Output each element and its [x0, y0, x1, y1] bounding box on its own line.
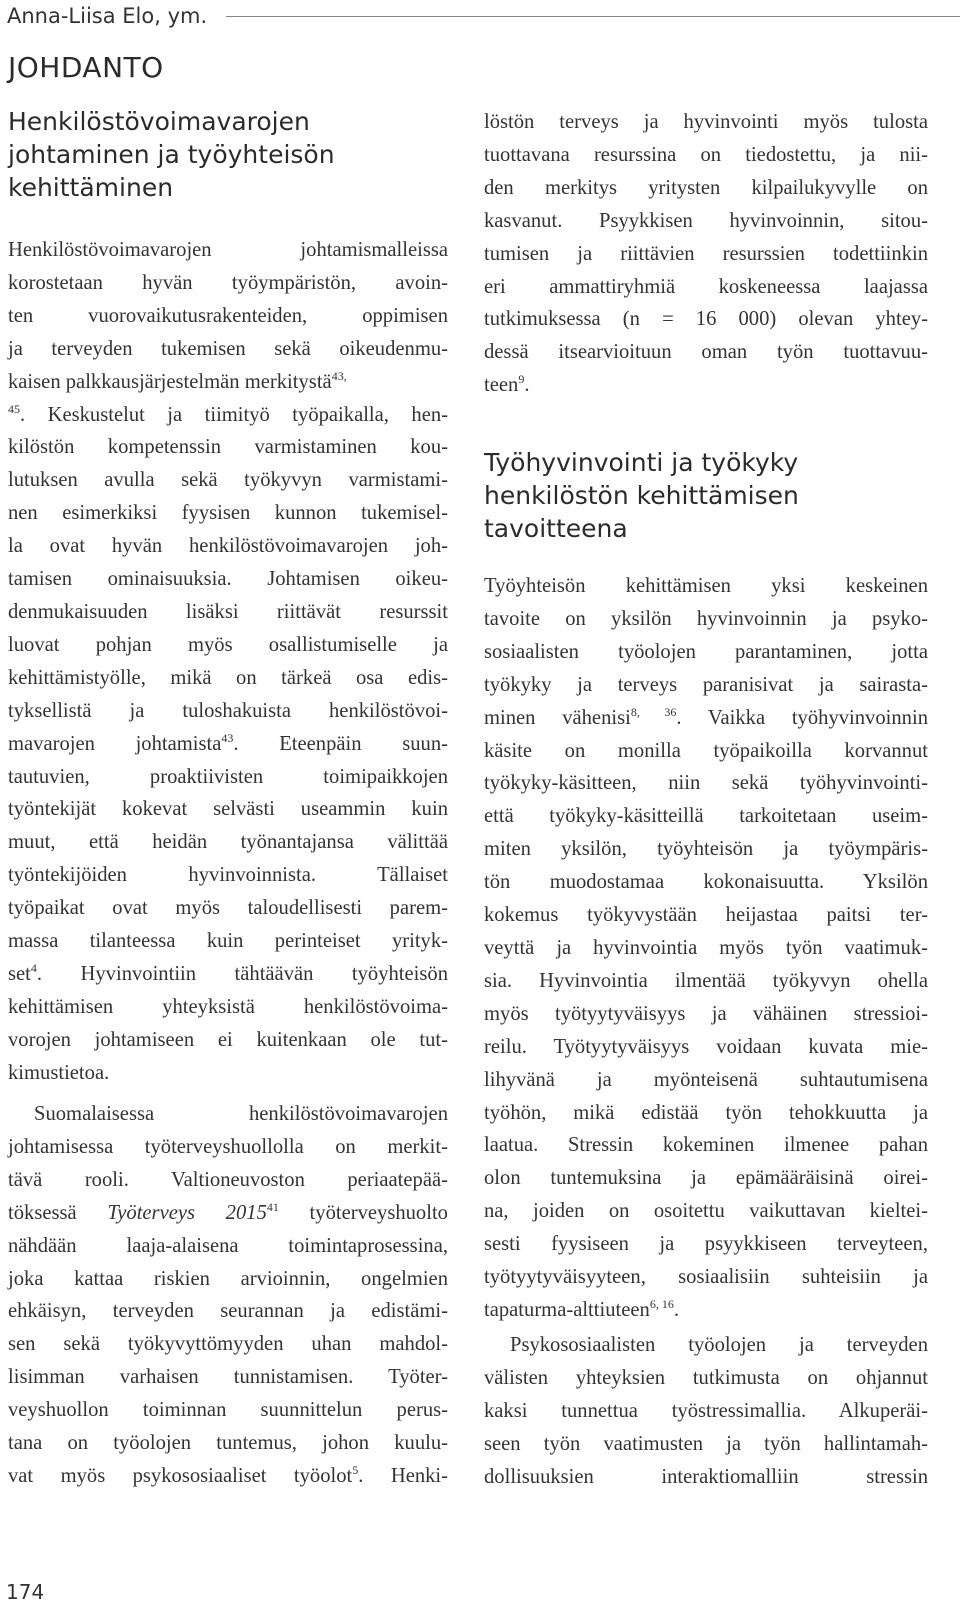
text-line: työkyky ja terveys paranisivat ja sairasta-: [484, 673, 928, 696]
citation-ref: 43: [221, 730, 234, 745]
text-line: että työkyky-käsitteillä tarkoitetaan useim-: [484, 805, 928, 828]
text-line: tana on työolojen tuntemus, johon kuulu-: [8, 1432, 448, 1455]
text-line: tön muodostamaa kokonaisuutta. Yksilön: [484, 871, 928, 894]
text-line: käsite on monilla työpaikoilla korvannut: [484, 739, 928, 762]
text-line: miten yksilön, työyhteisön ja työympäris-: [484, 838, 928, 861]
text-line: tavoite on yksilön hyvinvoinnin ja psyko-: [484, 607, 928, 630]
citation-ref: 43,: [331, 368, 347, 383]
text-line: ehkäisyn, terveyden seurannan ja edistämi-: [8, 1300, 448, 1323]
text-line: työtyytyväisyyteen, sosiaalisiin suhteisiin ja: [484, 1266, 928, 1289]
text-line: denmukaisuuden lisäksi riittävät resurssit: [8, 600, 448, 623]
text-line: sosiaalisten työolojen parantaminen, jotta: [484, 640, 928, 663]
text-line: välisten yhteyksien tutkimusta on ohjannut: [484, 1366, 928, 1389]
citation-ref: 5: [352, 1462, 359, 1477]
section-title: JOHDANTO: [8, 51, 164, 84]
citation-ref: 41: [266, 1199, 279, 1214]
text-line: mavarojen johtamista$^{43}$. Eteenpäin suun-: [8, 730, 448, 755]
citation-ref: 4: [30, 960, 37, 975]
text-line: kehittämistyölle, mikä on tärkeä osa edis-: [8, 666, 448, 689]
left-paragraph-1: [8, 234, 448, 1090]
text-line: la ovat hyvän henkilöstövoimavarojen joh-: [8, 535, 448, 558]
text-line: lihyvänä ja myönteisenä suhtautumisena: [484, 1068, 928, 1091]
text-line: nähdään laaja-alaisena toimintaprosessina,: [8, 1234, 448, 1257]
document-title-italic: Työterveys 2015: [107, 1201, 267, 1224]
text-line: korostetaan hyvän työympäristön, avoin-: [8, 271, 448, 294]
text-line: työntekijät kokevat selvästi useammin kuin: [8, 798, 448, 821]
heading-line: kehittäminen: [8, 173, 174, 202]
text-line: lisimman varhaisen tunnistamisen. Työter-: [8, 1366, 448, 1389]
text-line: reilu. Työtyytyväisyys voidaan kuvata mie-: [484, 1035, 928, 1058]
text-line: tävä rooli. Valtioneuvoston periaatepää-: [8, 1168, 448, 1191]
left-paragraph-2: [8, 1098, 448, 1493]
text-line: löstön terveys ja hyvinvointi myös tulosta: [484, 111, 928, 133]
text-line: kimustietoa.: [8, 1061, 110, 1084]
text-line: sen sekä työkyvyttömyyden uhan mahdol-: [8, 1333, 448, 1356]
text-line: massa tilanteessa kuin perinteiset yrityk-: [8, 930, 448, 953]
text-line: vorojen johtamiseen ei kuitenkaan ole tut-: [8, 1028, 448, 1051]
text-line: muut, että heidän työnantajansa välittää: [8, 831, 448, 854]
heading-line: henkilöstön kehittämisen: [484, 481, 799, 510]
text-line: tapaturma-alttiuteen$^{6, 16}$.: [484, 1296, 679, 1321]
text-line: nen esimerkiksi fyysisen kunnon tukemisel-: [8, 502, 448, 525]
text-line: sesti fyysiseen ja psyykkiseen terveyteen,: [484, 1233, 928, 1256]
text-line: veyttä ja hyvinvointia myös työn vaatimuk-: [484, 936, 928, 959]
text-line: kehittämisen yhteyksistä henkilöstövoima-: [8, 995, 448, 1018]
text-line: dollisuuksien interaktiomalliin stressin: [484, 1465, 928, 1488]
text-line: set$^4$. Hyvinvointiin tähtäävän työyhteisön: [8, 960, 448, 985]
text-line: työntekijöiden hyvinvoinnista. Tällaiset: [8, 864, 448, 887]
header-rule: [226, 16, 960, 17]
right-paragraph-2: [484, 1329, 928, 1494]
heading-line: Henkilöstövoimavarojen: [8, 107, 310, 136]
heading-line: tavoitteena: [484, 514, 628, 543]
text-line: tuottavana resurssina on tiedostettu, ja nii-: [484, 143, 928, 166]
right-paragraph-0: [484, 106, 928, 402]
text-line: kilöstön kompetenssin varmistaminen kou-: [8, 436, 448, 459]
text-line: Psykososiaalisten työolojen ja terveyden: [510, 1334, 928, 1356]
text-line: lutuksen avulla sekä työkyvyn varmistami-: [8, 469, 448, 492]
text-line: tumisen ja riittävien resurssien todettiinkin: [484, 242, 928, 265]
text-line: joka kattaa riskien arvioinnin, ongelmien: [8, 1267, 448, 1290]
text-line: kaksi tunnettua työstressimallia. Alkuperäi-: [484, 1399, 928, 1422]
text-line: tutkimuksessa (n = 16 000) olevan yhtey-: [484, 308, 928, 331]
text-line: kasvanut. Psyykkisen hyvinvoinnin, sitou-: [484, 209, 928, 232]
text-line: teen$^9$.: [484, 372, 530, 397]
text-line: na, joiden on osoitettu vaikuttavan kieltei-: [484, 1200, 928, 1223]
citation-ref: 8, 36: [630, 704, 677, 719]
text-line: ten vuorovaikutusrakenteiden, oppimisen: [8, 304, 448, 327]
subsection-heading-left: [8, 105, 458, 204]
text-line: kaisen palkkausjärjestelmän merkitystä$^{43,}$: [8, 368, 347, 393]
text-line: dessä itsearvioituun oman työn tuottavuu-: [484, 341, 928, 364]
text-line: työpaikat ovat myös taloudellisesti parem-: [8, 897, 448, 920]
text-line: kokemus työkyvystään heijastaa paitsi ter-: [484, 904, 928, 927]
citation-ref: 45: [8, 401, 20, 416]
text-line: luovat pohjan myös osallistumiselle ja: [8, 633, 448, 656]
heading-line: johtaminen ja työyhteisön: [8, 140, 335, 169]
text-line: työkyky-käsitteen, niin sekä työhyvinvointi-: [484, 772, 928, 795]
citation-ref: 6, 16: [649, 1296, 674, 1311]
text-line: eri ammattiryhmiä koskeneessa laajassa: [484, 275, 928, 298]
subsection-heading-right: [484, 446, 928, 545]
running-header-author: Anna-Liisa Elo, ym.: [7, 4, 208, 28]
text-line: myös työtyytyväisyys ja vähäinen stressioi-: [484, 1002, 928, 1025]
text-line: töksessä Työterveys 2015$^{41}$ työterveyshuolto: [8, 1199, 448, 1224]
text-line: ja terveyden tukemisen sekä oikeudenmu-: [8, 337, 448, 360]
text-line: den merkitys yritysten kilpailukyvylle on: [484, 176, 928, 199]
citation-ref: 9: [518, 372, 525, 387]
text-line: minen vähenisi$^{8, 36}$. Vaikka työhyvinvoinnin: [484, 704, 928, 729]
text-line: tautuvien, proaktiivisten toimipaikkojen: [8, 765, 448, 788]
text-line: veyshuollon toiminnan suunnittelun perus-: [8, 1399, 448, 1422]
page-number: 174: [6, 1580, 45, 1604]
text-line: työhön, mikä edistää työn tehokkuutta ja: [484, 1101, 928, 1124]
heading-line: Työhyvinvointi ja työkyky: [484, 448, 799, 477]
text-line: johtamisessa työterveyshuollolla on merkit-: [8, 1135, 448, 1158]
text-line: $^{45}$. Keskustelut ja tiimityö työpaikalla, hen-: [8, 401, 448, 426]
text-line: Henkilöstövoimavarojen johtamismalleissa: [8, 239, 448, 261]
right-paragraph-1: [484, 570, 928, 1327]
text-line: seen työn vaatimusten ja työn hallintamah-: [484, 1432, 928, 1455]
text-line: sia. Hyvinvointia ilmentää työkyvyn ohella: [484, 969, 928, 992]
text-line: vat myös psykososiaaliset työolot$^5$. Henki-: [8, 1462, 449, 1487]
text-line: tamisen ominaisuuksia. Johtamisen oikeu-: [8, 568, 448, 591]
text-line: laatua. Stressin kokeminen ilmenee pahan: [484, 1134, 928, 1157]
text-line: olon tuntemuksina ja epämääräisinä oirei-: [484, 1167, 928, 1190]
text-line: Työyhteisön kehittämisen yksi keskeinen: [484, 575, 928, 597]
text-line: tyksellistä ja tuloshakuista henkilöstövoi-: [8, 699, 448, 722]
text-line: Suomalaisessa henkilöstövoimavarojen: [34, 1103, 448, 1125]
